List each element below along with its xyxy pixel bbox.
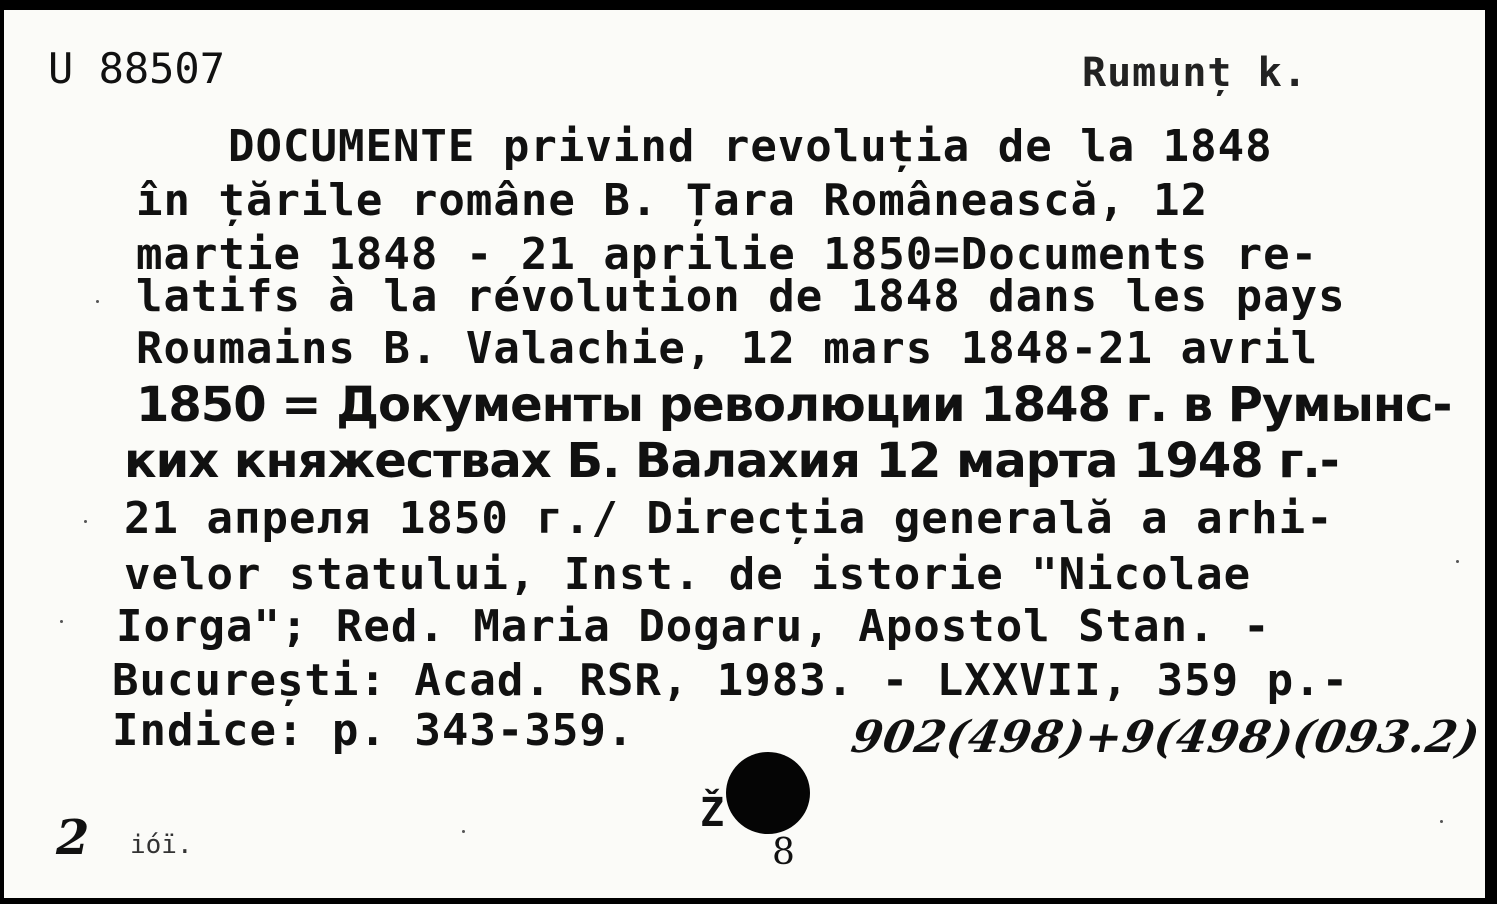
record-line-3: martie 1848 - 21 aprilie 1850=Documents re- (136, 229, 1319, 280)
speck (1456, 560, 1459, 563)
record-line-7: ких княжествах Б. Валахия 12 марта 1948 г.- (124, 433, 1339, 489)
record-line-1: DOCUMENTE privind revoluția de la 1848 (228, 121, 1273, 172)
speck (84, 520, 87, 523)
record-line-10: Iorga"; Red. Maria Dogaru, Apostol Stan. - (116, 601, 1271, 652)
record-line-8: 21 апреля 1850 г./ Direcția generală a arhi- (124, 493, 1334, 544)
speck (60, 620, 63, 623)
speck (1440, 820, 1443, 823)
z-mark: Ž (700, 790, 725, 836)
record-line-6: 1850 = Документы революции 1848 г. в Румынс- (136, 377, 1452, 433)
classification-number: 902(498)+9(498)(093.2) (847, 712, 1485, 763)
record-line-11: București: Acad. RSR, 1983. - LXXVII, 359 p.- (112, 655, 1350, 706)
record-line-2: în țările române B. Țara Românească, 12 (136, 175, 1209, 226)
eight-mark: 8 (772, 832, 795, 873)
card-edge-left (0, 0, 4, 904)
card-edge-top (0, 0, 1497, 10)
ink-blot (726, 752, 810, 834)
call-number: U 88507 (48, 44, 226, 93)
speck (96, 300, 99, 303)
card-count: 2 (56, 810, 90, 866)
speck (462, 830, 465, 833)
catalog-heading: Rumunț k. (1082, 50, 1308, 96)
record-line-4: latifs à la révolution de 1848 dans les pays (136, 271, 1346, 322)
record-line-12: Indice: p. 343-359. (112, 705, 635, 756)
record-line-5: Roumains B. Valachie, 12 mars 1848-21 avril (136, 323, 1319, 374)
card-edge-right (1485, 0, 1497, 904)
record-line-9: velor statului, Inst. de istorie "Nicolae (124, 549, 1252, 600)
small-mark: ióï. (130, 830, 193, 860)
card-edge-bottom (0, 898, 1497, 904)
